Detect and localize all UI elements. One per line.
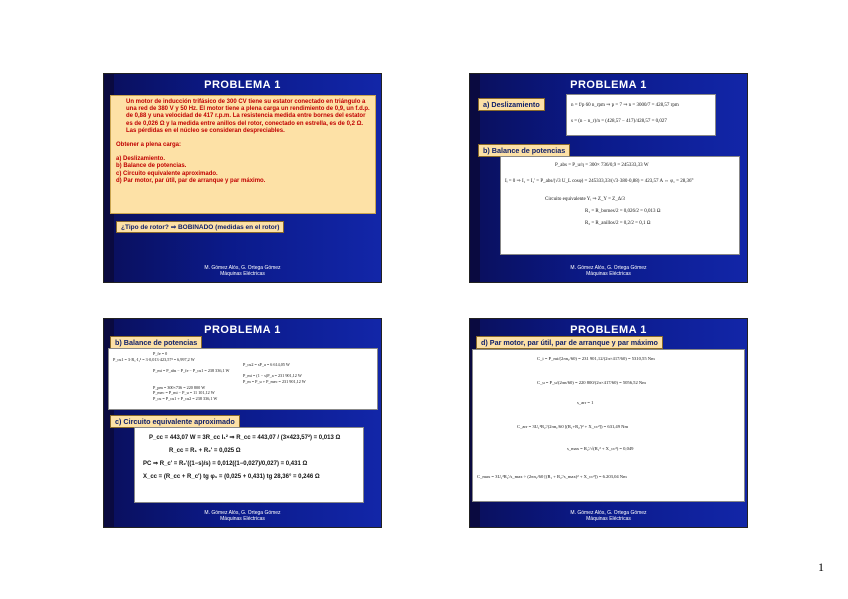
slide-title: PROBLEMA 1	[570, 79, 647, 91]
equation-box-d: C_i = P_mi/(2πn₁/60) = 231 901,12/(2π×417/60) = 5310,55 Nm C_u = P_u/(2πn/60) = 220 800/(2π×417/60) = 5056,52 Nm s_arr = 1 C_arr = 3U₁²R₂'/(2πn₁/60 [(R₁+R₂')² + X_cc²]) = 631,49 Nm s_max = R₂'/√(R₁² + X_cc²) = 0,049 C_max = 3U₁²R₂'/s_max ÷ (2πn₁/60 [(R₁ + R₂'/s_max)² + X_cc²]) = 6.203,04 Nm	[472, 349, 745, 502]
equation-box-b: P_fe = 0 P_cu1 = 3·R₁·I₁² = 3·0,013·423,57² = 6,997,2 W P_cu2 = sP_a = 6 614,05 W P_mi = P_abs − P_fe − P_cu1 = 238 336,1 W P_mi = (1 − s)P_a = 231 901,12 W P_m = P_u + P_mec = 231 901,12 W P_pm = 300×736 = 220 800 W P_mec = P_mi − P_u = 11 101,12 W P_cu = P_cu1 + P_cu2 = 238 336,1 W	[108, 348, 378, 410]
item-b: b) Balance de potencias.	[116, 163, 187, 170]
section-label-b: b) Balance de potencias	[110, 336, 202, 349]
equation-box-b: P_abs = P_u/η = 300× 736/0,9 = 245333,33 W Iᵢ = 0 ⇒ I₁ = I₁' = P_abs/(√3 U_L cosφ) = 245333,33/(√3·380·0,88) = 423,57 A ⇔ φ₁ = 28,36° Circuito equivalente Yᵢ ⇒ Z_Y = Z_Δ/3 R₁ = R_bornes/2 = 0,026/2 = 0,013 Ω R₂ = R_anillos/2 = 0,2/2 = 0,1 Ω	[500, 156, 740, 255]
slide-footer: M. Gómez Alós, G. Ortega Gómez Máquinas Eléctricas	[570, 510, 647, 522]
statement-text: Un motor de inducción trifásico de 300 CV tiene su estator conectado en triángulo a una red de 380 V y 50 Hz. El motor tiene a plena carga un rendimiento de 0,9, un f.d.p. de 0,88 y una velocidad de 417 r.p.m. La resistencia medida entre bornes del estator es de 0,026 Ω y la medida entre anillos del rotor, conectado en estrella, es de 0,2 Ω. Las pérdidas en el núcleo se consideran despreciables.	[126, 99, 370, 134]
slide-title: PROBLEMA 1	[570, 324, 647, 336]
slide-torques	[470, 319, 747, 527]
obtain-label: Obtener a plena carga:	[116, 142, 182, 149]
item-a: a) Deslizamiento.	[116, 156, 166, 163]
slide-power-balance-circuit	[104, 319, 381, 527]
section-label-a: a) Deslizamiento	[478, 98, 545, 111]
problem-statement-box	[110, 95, 376, 214]
slide-title: PROBLEMA 1	[204, 79, 281, 91]
slide-footer: M. Gómez Alós, G. Ortega Gómez Máquinas Eléctricas	[570, 265, 647, 277]
section-label-b: b) Balance de potencias	[478, 144, 570, 157]
section-label-d: d) Par motor, par útil, par de arranque y par máximo	[476, 336, 663, 349]
section-label-c: c) Circuito equivalente aproximado	[110, 415, 240, 428]
item-c: c) Circuito equivalente aproximado.	[116, 170, 218, 177]
slide-footer: M. Gómez Alós, G. Ortega Gómez Máquinas Eléctricas	[204, 510, 281, 522]
page-number: 1	[818, 560, 824, 574]
slide-title: PROBLEMA 1	[204, 324, 281, 336]
rotor-type-note: ¿Tipo de rotor? ⇒ BOBINADO (medidas en el rotor)	[116, 221, 284, 233]
item-d: d) Par motor, par útil, par de arranque y par máximo.	[116, 177, 266, 184]
equation-box-c: P_cc = 443,07 W = 3R_cc I₁² ⇒ R_cc = 443,07 / (3×423,57²) = 0,013 Ω R_cc = R₁ + R₂' = 0,025 Ω PC ⇒ R_c' = R₂'((1−s)/s) = 0,012((1−0,027)/0,027) = 0,431 Ω X_cc = (R_cc + R_c') tg φ₁ = (0,025 + 0,431) tg 28,36° = 0,246 Ω	[134, 427, 364, 503]
slide-footer: M. Gómez Alós, G. Ortega Gómez Máquinas Eléctricas	[204, 265, 281, 277]
slide-problem-statement	[104, 74, 381, 282]
slide-slip-and-power	[470, 74, 747, 282]
equation-box-a: n = f/p 60 n_rpm ⇒ p = 7 ⇒ n = 3000/7 = 428,57 rpm s = (n − n_r)/n = (428,57 − 417)/428,57 = 0,027	[566, 94, 716, 136]
